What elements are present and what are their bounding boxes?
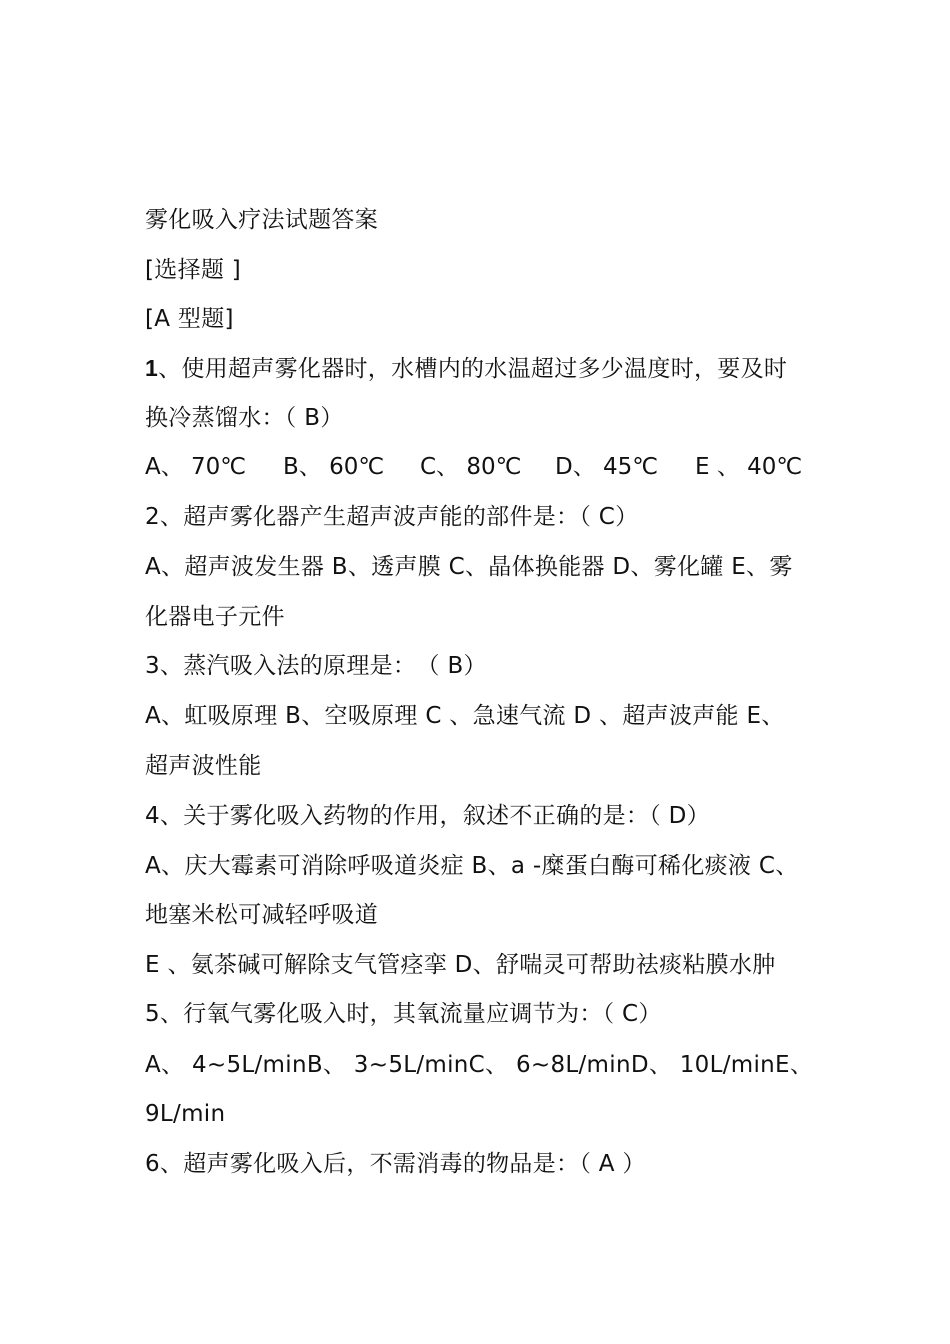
question-6: 6、超声雾化吸入后，不需消毒的物品是：（ A ） [145,1151,646,1177]
question-1-options [145,452,825,482]
question-4-options-continued: 地塞米松可减轻呼吸道 [145,902,378,928]
question-2: 2、超声雾化器产生超声波声能的部件是：（ C） [145,504,639,530]
subsection-heading: [A 型题] [145,306,234,332]
question-5-options-continued: 9L/min [145,1101,226,1127]
question-1-number: 1 [145,355,159,381]
option-b: B、 60℃ [283,454,385,480]
question-5-options: A、 4~5L/minB、 3~5L/minC、 6~8L/minD、 10L/minE、 [145,1052,814,1078]
question-3-options-continued: 超声波性能 [145,753,262,779]
question-3-options: A、虹吸原理 B、空吸原理 C 、急速气流 D 、超声波声能 E、 [145,703,785,729]
document-title: 雾化吸入疗法试题答案 [145,207,378,233]
question-5: 5、行氧气雾化吸入时，其氧流量应调节为：（ C） [145,1001,662,1027]
question-1 [145,353,825,384]
question-1-continued: 换冷蒸馏水：（ B） [145,405,344,431]
option-d: D、 45℃ [555,454,659,480]
question-2-options: A、超声波发生器 B、透声膜 C、晶体换能器 D、雾化罐 E、雾 [145,554,793,580]
question-4-options-extra: E 、氨茶碱可解除支气管痉挛 D、舒喘灵可帮助祛痰粘膜水肿 [145,952,776,978]
section-heading: [选择题 ] [145,257,242,283]
question-1-text: 、使用超声雾化器时，水槽内的水温超过多少温度时，要及时 [158,356,788,382]
question-3: 3、蒸汽吸入法的原理是： （ B） [145,653,487,679]
question-2-options-continued: 化器电子元件 [145,604,285,630]
question-4: 4、关于雾化吸入药物的作用，叙述不正确的是：（ D） [145,803,710,829]
question-4-options: A、庆大霉素可消除呼吸道炎症 B、a -糜蛋白酶可稀化痰液 C、 [145,853,799,879]
option-c: C、 80℃ [420,454,522,480]
option-a: A、 70℃ [145,454,247,480]
option-e: E 、 40℃ [695,454,803,480]
